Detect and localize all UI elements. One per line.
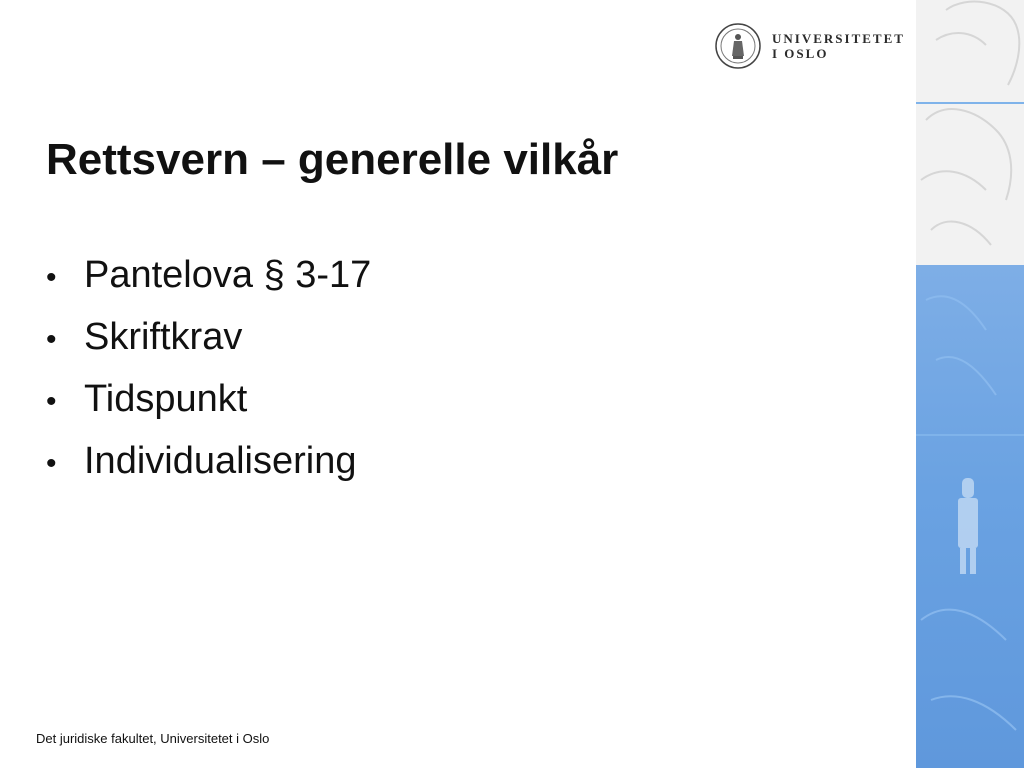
- bullet-marker-icon: •: [46, 385, 57, 418]
- university-seal-icon: [714, 22, 762, 70]
- bullet-list: [46, 254, 371, 502]
- bullet-text: Individualisering: [84, 440, 357, 482]
- logo-line-2: I OSLO: [772, 46, 829, 61]
- logo-wordmark: [772, 31, 905, 61]
- bullet-item: [46, 316, 371, 378]
- slide-footer: Det juridiske fakultet, Universitetet i Oslo: [36, 731, 270, 746]
- bullet-marker-icon: •: [46, 447, 57, 480]
- bullet-item: [46, 378, 371, 440]
- statue-illustration-icon: [916, 0, 1024, 768]
- slide-title: Rettsvern – generelle vilkår: [46, 135, 619, 184]
- bullet-marker-icon: •: [46, 261, 57, 294]
- bullet-marker-icon: •: [46, 323, 57, 356]
- bullet-text: Skriftkrav: [84, 316, 243, 358]
- bullet-text: Pantelova § 3-17: [84, 254, 372, 296]
- bullet-item: [46, 254, 371, 316]
- university-logo: [714, 22, 905, 70]
- bullet-text: Tidspunkt: [84, 378, 248, 420]
- decorative-side-panel: [916, 0, 1024, 768]
- bullet-item: [46, 440, 371, 502]
- logo-line-1: UNIVERSITETET: [772, 31, 905, 46]
